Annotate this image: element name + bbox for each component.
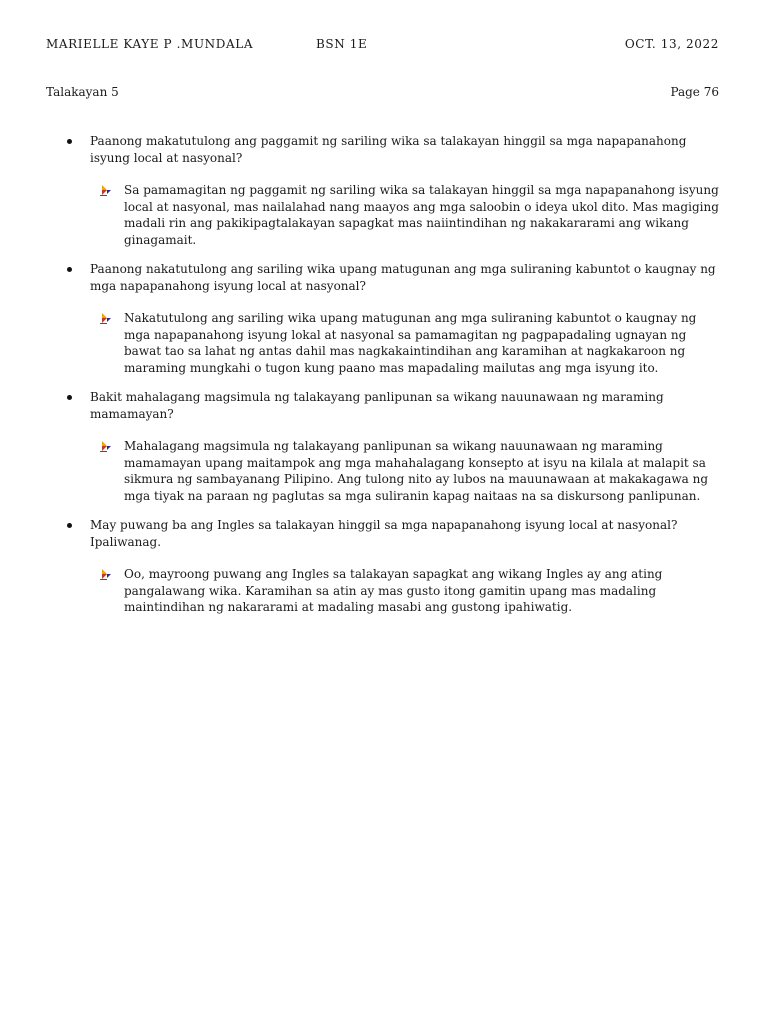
- question-text: Paanong nakatutulong ang sariling wika upang matugunan ang mga suliraning kabuntot o kaugnay ng mga napapanahong isyung local at nasyonal?: [90, 262, 716, 293]
- bullet-dot-icon: [67, 267, 72, 272]
- question: [0, 261, 768, 294]
- page-header: [46, 36, 719, 54]
- answer-text: Sa pamamagitan ng paggamit ng sariling wika sa talakayan hinggil sa mga napapanahong isyung local at nasyonal, mas nailalahad nang maayos ang mga saloobin o ideya ukol dito. Mas magiging madali rin ang pakikipagtalakayan sapagkat mas naiintindihan ng nakakararami ang wikang ginagamait.: [124, 183, 719, 247]
- arrow-bullet-icon: [100, 185, 112, 197]
- page-number: Page 76: [670, 85, 719, 99]
- qa-item: [0, 389, 768, 504]
- question: [0, 517, 768, 550]
- course-section: BSN 1E: [316, 37, 368, 51]
- document-date: OCT. 13, 2022: [624, 37, 719, 51]
- qa-item: [0, 517, 768, 616]
- arrow-bullet-icon: [100, 313, 112, 325]
- answer-text: Oo, mayroong puwang ang Ingles sa talakayan sapagkat ang wikang Ingles ay ang ating pangalawang wika. Karamihan sa atin ay mas gusto itong gamitin upang mas madaling maintindihan ng nakararami at madaling masabi ang gustong ipahiwatig.: [124, 567, 663, 614]
- question: [0, 389, 768, 422]
- answer: [0, 438, 768, 504]
- question-text: Bakit mahalagang magsimula ng talakayang panlipunan sa wikang nauunawaan ng maraming mamamayan?: [90, 390, 664, 421]
- bullet-dot-icon: [67, 395, 72, 400]
- bullet-dot-icon: [67, 139, 72, 144]
- qa-item: [0, 133, 768, 248]
- answer-text: Nakatutulong ang sariling wika upang matugunan ang mga suliraning kabuntot o kaugnay ng mga napapanahong isyung lokal at nasyonal sa pamamagitan ng pagpapadaling ugnayan ng bawat tao sa lahat ng antas dahil mas nagkakaintindihan ang karamihan at nagkakaroon ng maraming mungkahi o tugon kung paano mas mapadaling mailutas ang mga isyung ito.: [124, 311, 697, 375]
- answer: [0, 566, 768, 616]
- question: [0, 133, 768, 166]
- bullet-dot-icon: [67, 523, 72, 528]
- student-name: MARIELLE KAYE P .MUNDALA: [46, 37, 254, 51]
- topic-title: Talakayan 5: [46, 85, 119, 99]
- answer-text: Mahalagang magsimula ng talakayang panlipunan sa wikang nauunawaan ng maraming mamamayan upang maitampok ang mga mahahalagang konsepto at isyu na kilala at malapit sa sikmura ng sambayanang Pilipino. Ang tulong nito ay lubos na mauunawaan at makakagawa ng mga tiyak na paraan ng paglutas sa mga suliranin kapag naitaas na sa diskursong panlipunan.: [124, 439, 709, 503]
- question-text: Paanong makatutulong ang paggamit ng sariling wika sa talakayan hinggil sa mga napapanahong isyung local at nasyonal?: [90, 134, 687, 165]
- qa-item: [0, 261, 768, 376]
- question-text: May puwang ba ang Ingles sa talakayan hinggil sa mga napapanahong isyung local at nasyonal? Ipaliwanag.: [90, 518, 678, 549]
- answer: [0, 310, 768, 376]
- qa-list: [0, 133, 768, 629]
- page-subheader: [46, 84, 719, 102]
- arrow-bullet-icon: [100, 569, 112, 581]
- arrow-bullet-icon: [100, 441, 112, 453]
- answer: [0, 182, 768, 248]
